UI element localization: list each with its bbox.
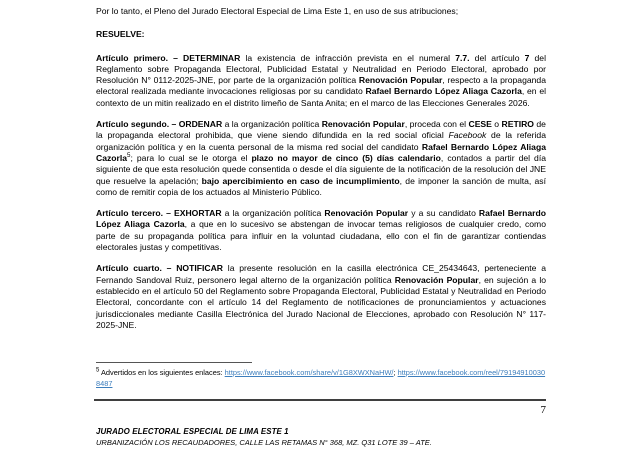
footnote-block bbox=[96, 362, 546, 389]
page-footer bbox=[96, 426, 556, 448]
footnote-5: $^5$ Advertidos en los siguientes enlaces: https://www.facebook.com/share/v/1G8XWXNaHW/; https://www.facebook.com/reel/791949100308487 bbox=[96, 367, 546, 388]
footer-separator bbox=[94, 399, 546, 401]
footer-organization: JURADO ELECTORAL ESPECIAL DE LIMA ESTE 1 bbox=[96, 427, 289, 436]
document-body bbox=[96, 6, 546, 341]
article-cuarto: Artículo cuarto. – NOTIFICAR la presente resolución en la casilla electrónica CE_25434643, perteneciente a Fernando Sandoval Ruiz, personero legal alterno de la organización política Renovación Popular, en sujeción a lo establecido en el artículo 50 del Reglamento sobre Propaganda Electoral, Publicidad Estatal y Neutralidad en Periodo Electoral, concordante con el artículo 14 del Reglamento de notificaciones de pronunciamientos y actuaciones jurisdiccionales mediante Casilla Electrónica del Jurado Nacional de Elecciones, aprobado con Resolución N° 117-2025-JNE. bbox=[96, 263, 547, 330]
article-tercero: Artículo tercero. – EXHORTAR a la organización política Renovación Popular y a su candidato Rafael Bernardo López Aliaga Cazorla, a que en lo sucesivo se abstengan de invocar temas religiosos de cualquier credo, como parte de su propaganda política para influir en la voluntad ciudadana, ello con el fin de garantizar contiendas electorales justas y competitivas. bbox=[96, 208, 546, 253]
footnote-number: 5 bbox=[96, 367, 100, 374]
article-segundo: Artículo segundo. – ORDENAR a la organización política Renovación Popular, proceda con el CESE o RETIRO de la propaganda electoral prohibida, que viene siendo difundida en la red social oficial Facebook de la referida organización política y en la cuenta personal de la misma red social del candidato Rafael Bernardo López Aliaga Cazorla$^5$; para lo cual se le otorga el plazo no mayor de cinco (5) días calendario, contados a partir del día siguiente de que esta resolución quede consentida o desde el día siguiente de la notificación de la resolución del JNE que resuelve la apelación; bajo apercibimiento en caso de incumplimiento, de imponer la sanción de multa, así como de remitir copia de los actuados al Ministerio Público. bbox=[96, 119, 547, 197]
footnote-link-1[interactable]: https://www.facebook.com/share/v/1G8XWXNaHW/ bbox=[224, 368, 394, 377]
footnote-marker: 5 bbox=[127, 152, 131, 160]
footnote-separator bbox=[96, 362, 252, 363]
article-primero: Artículo primero. – DETERMINAR la existencia de infracción prevista en el numeral 7.7. del artículo 7 del Reglamento sobre Propaganda Electoral, Publicidad Estatal y Neutralidad en Periodo Electoral, aprobado por Resolución N° 0112-2025-JNE, por parte de la organización política Renovación Popular, respecto a la propaganda electoral realizada mediante invocaciones religiosas por su candidato Rafael Bernardo López Aliaga Cazorla, en el contexto de un mitin realizado en el distrito limeño de Santa Anita; en el marco de las Elecciones Generales 2026. bbox=[96, 52, 547, 108]
intro-paragraph: Por lo tanto, el Pleno del Jurado Electoral Especial de Lima Este 1, en uso de sus atribuciones; bbox=[96, 6, 459, 16]
page-number: 7 bbox=[540, 404, 546, 416]
footer-address: URBANIZACIÓN LOS RECAUDADORES, CALLE LAS RETAMAS N° 368, MZ. Q31 LOTE 39 – ATE. bbox=[96, 438, 432, 447]
resuelve-heading: RESUELVE: bbox=[96, 29, 145, 40]
footnote-link-2[interactable]: https://www.facebook.com/reel/791949100308487 bbox=[96, 368, 546, 388]
